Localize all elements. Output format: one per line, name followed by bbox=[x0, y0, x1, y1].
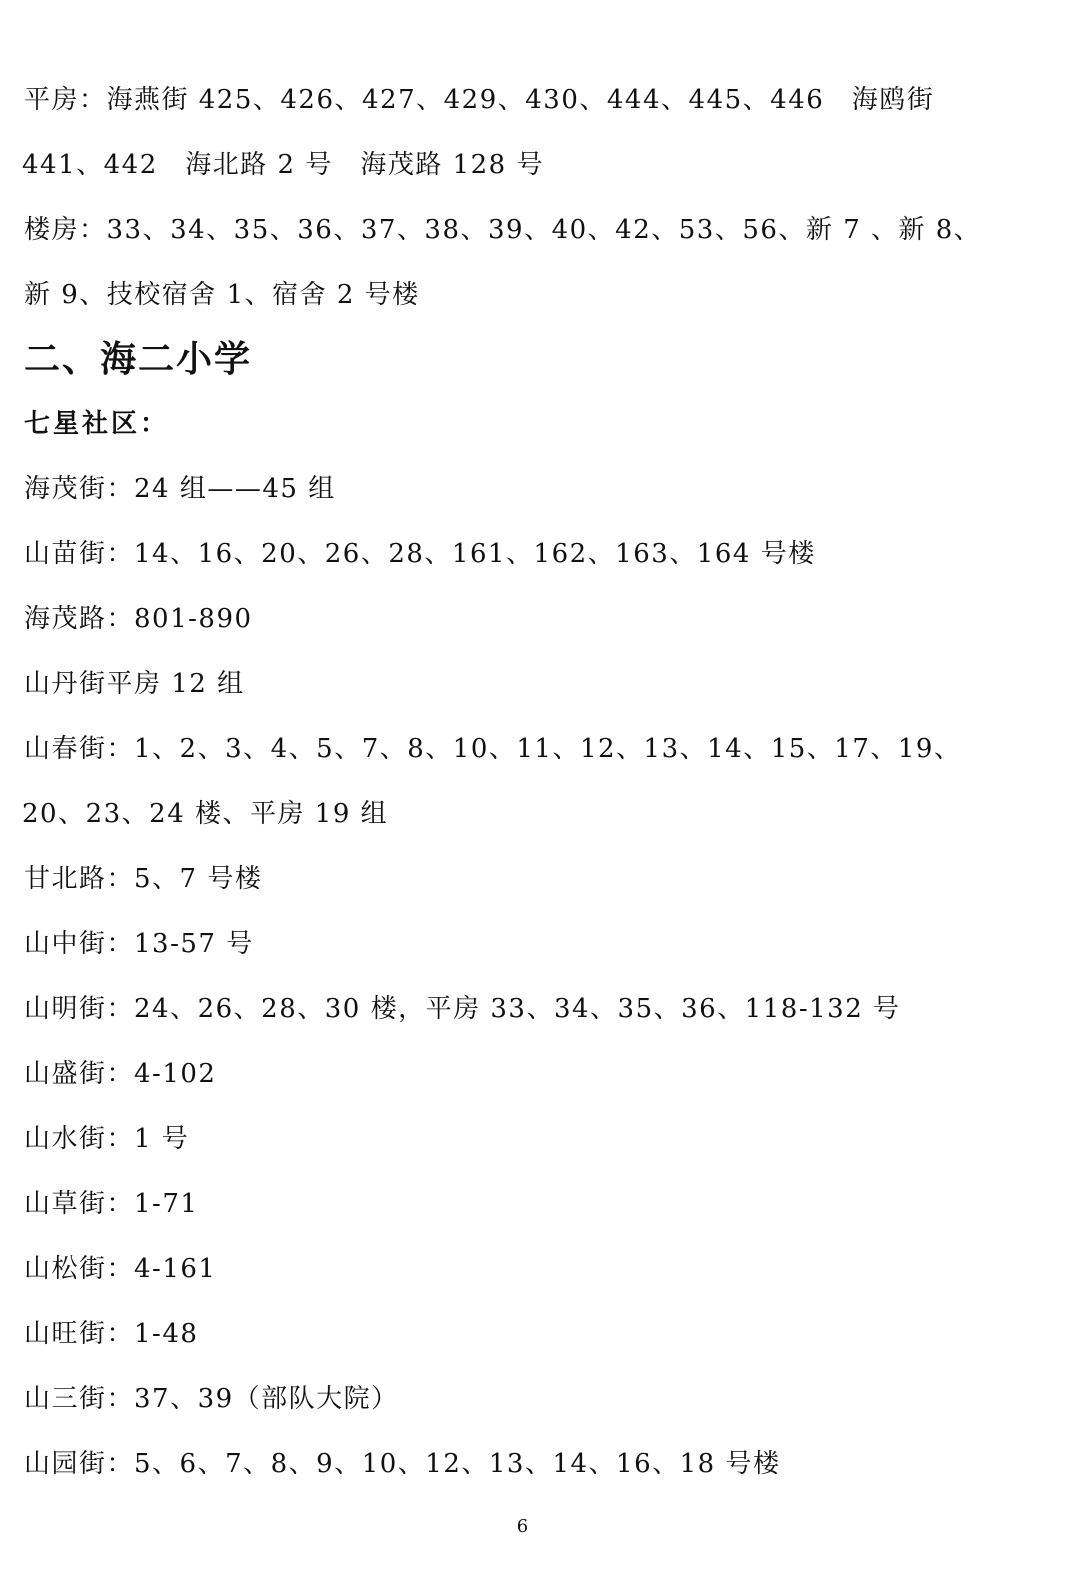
address-line: 山三街：37、39（部队大院） bbox=[24, 1384, 399, 1414]
building-addresses-line-1: 楼房：33、34、35、36、37、38、39、40、42、53、56、新 7 、新 8、 bbox=[24, 215, 982, 245]
address-line: 山中街：13-57 号 bbox=[24, 929, 254, 959]
bungalow-addresses-line-2: 441、442 海北路 2 号 海茂路 128 号 bbox=[22, 150, 544, 180]
address-line: 海茂路：801-890 bbox=[24, 604, 253, 634]
address-line: 山旺街：1-48 bbox=[24, 1319, 199, 1349]
page-number: 6 bbox=[516, 1516, 529, 1537]
address-line: 山丹街平房 12 组 bbox=[24, 669, 245, 699]
address-line: 山苗街：14、16、20、26、28、161、162、163、164 号楼 bbox=[24, 539, 816, 569]
community-subheading: 七星社区： bbox=[24, 409, 170, 439]
address-line: 山松街：4-161 bbox=[24, 1254, 217, 1284]
address-line: 山盛街：4-102 bbox=[24, 1059, 217, 1089]
address-line: 海茂街：24 组——45 组 bbox=[24, 474, 336, 504]
address-line: 山明街：24、26、28、30 楼，平房 33、34、35、36、118-132 号 bbox=[24, 994, 901, 1024]
building-addresses-line-2: 新 9、技校宿舍 1、宿舍 2 号楼 bbox=[24, 280, 420, 310]
address-line: 山草街：1-71 bbox=[24, 1189, 199, 1219]
address-line: 山园街：5、6、7、8、9、10、12、13、14、16、18 号楼 bbox=[24, 1449, 781, 1479]
address-line: 20、23、24 楼、平房 19 组 bbox=[22, 799, 389, 829]
bungalow-addresses-line-1: 平房：海燕街 425、426、427、429、430、444、445、446 海鸥街 bbox=[24, 85, 935, 115]
address-line: 甘北路：5、7 号楼 bbox=[24, 864, 263, 894]
address-line: 山水街：1 号 bbox=[24, 1124, 190, 1154]
address-line: 山春街：1、2、3、4、5、7、8、10、11、12、13、14、15、17、19、 bbox=[24, 734, 962, 764]
section-heading: 二、海二小学 bbox=[24, 339, 253, 380]
